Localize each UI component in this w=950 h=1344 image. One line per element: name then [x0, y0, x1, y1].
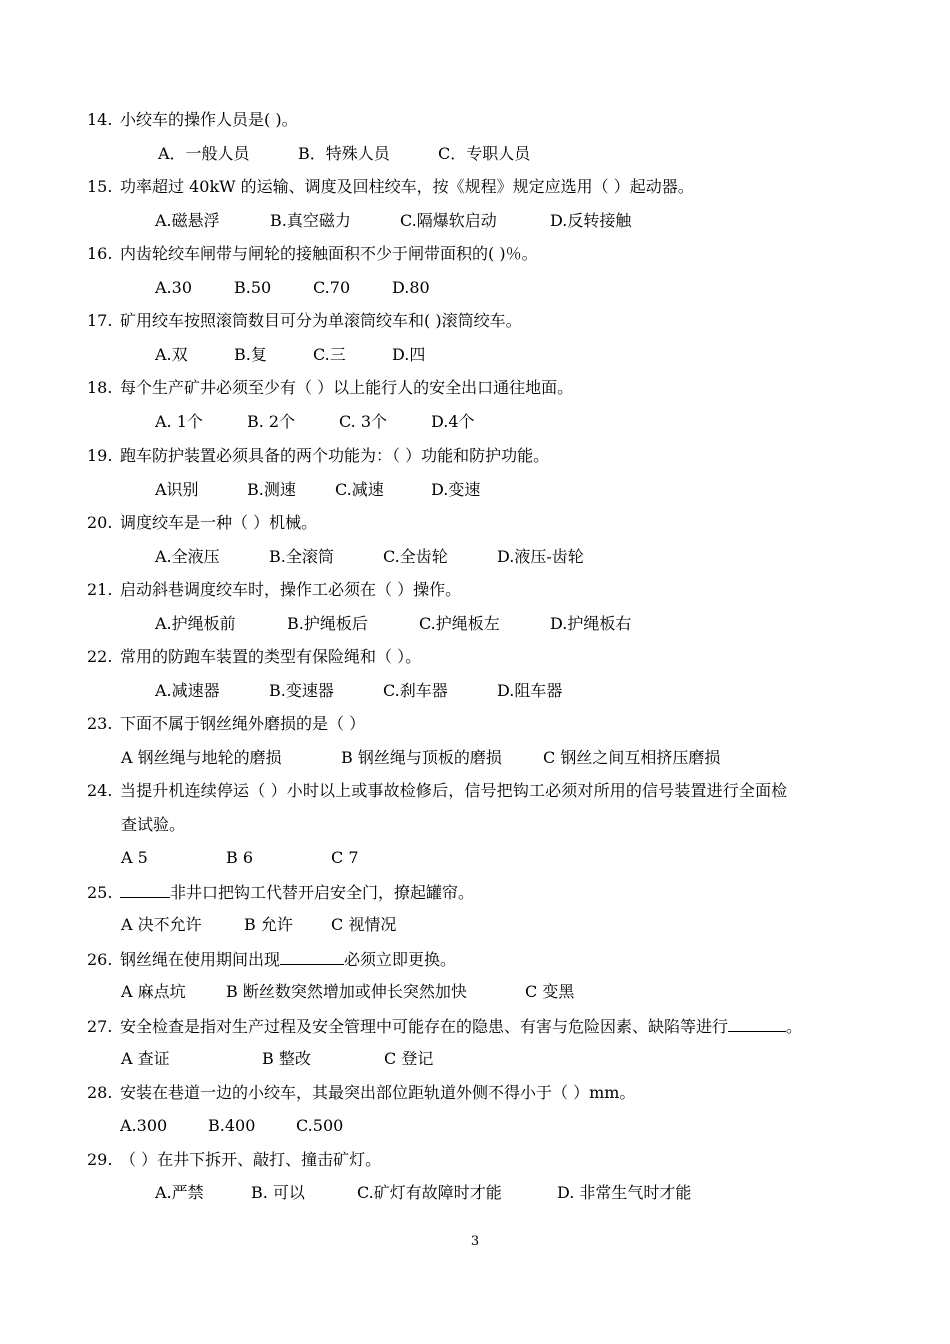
- option-a: A识别: [155, 480, 199, 499]
- question-16: [87, 243, 538, 265]
- option-a: A 5: [121, 848, 148, 867]
- question-text: 跑车防护装置必须具备的两个功能为：（ ）功能和防护功能。: [120, 446, 550, 465]
- question-24: [87, 780, 787, 802]
- question-text: 当提升机连续停运（ ）小时以上或事故检修后，信号把钩工必须对所用的信号装置进行全面检: [120, 781, 788, 800]
- question-15: [87, 176, 694, 198]
- question-number: 25.: [87, 883, 113, 902]
- question-text: 功率超过 40kW 的运输、调度及回柱绞车，按《规程》规定应选用（ ）起动器。: [120, 177, 694, 196]
- option-c: C 7: [331, 848, 359, 867]
- option-c: C.三: [313, 345, 346, 364]
- question-14: [87, 109, 298, 131]
- option-c: C 变黑: [525, 982, 575, 1001]
- question-text: 内齿轮绞车闸带与闸轮的接触面积不少于闸带面积的( )％。: [120, 244, 538, 263]
- question-number: 23.: [87, 714, 113, 733]
- question-text: 小绞车的操作人员是( )。: [120, 110, 298, 129]
- answer-blank[interactable]: [728, 1015, 786, 1032]
- question-text-before: 钢丝绳在使用期间出现: [120, 950, 281, 969]
- question-text-after: 必须立即更换。: [344, 950, 457, 969]
- question-number: 26.: [87, 950, 113, 969]
- question-number: 29.: [87, 1150, 113, 1169]
- question-text-after: 。: [786, 1017, 803, 1036]
- option-d: D.阻车器: [497, 681, 563, 700]
- option-b: B．特殊人员: [298, 144, 390, 163]
- option-d: D.80: [392, 278, 430, 297]
- option-b: B.50: [234, 278, 272, 297]
- question-24-continued: 查试验。: [121, 815, 186, 834]
- option-a: A.双: [155, 345, 188, 364]
- question-text: 调度绞车是一种（ ）机械。: [120, 513, 318, 532]
- question-27: [87, 1015, 802, 1038]
- question-number: 28.: [87, 1083, 113, 1102]
- option-d: D.护绳板右: [550, 614, 632, 633]
- page-number: 3: [470, 1234, 480, 1249]
- option-b: B. 可以: [251, 1183, 305, 1202]
- answer-blank[interactable]: [280, 948, 344, 965]
- option-b: B 6: [226, 848, 254, 867]
- option-c: C.隔爆软启动: [400, 211, 497, 230]
- option-a: A．一般人员: [158, 144, 250, 163]
- option-a: A 麻点坑: [121, 982, 186, 1001]
- option-d: D.四: [392, 345, 426, 364]
- option-b: B 钢丝绳与顶板的磨损: [341, 748, 502, 767]
- option-c: C 登记: [384, 1049, 434, 1068]
- option-c: C.减速: [335, 480, 384, 499]
- question-text: 非井口把钩工代替开启安全门，撩起罐帘。: [170, 883, 475, 902]
- question-number: 16.: [87, 244, 113, 263]
- question-18: [87, 377, 573, 399]
- option-b: B.真空磁力: [270, 211, 351, 230]
- option-a: A.全液压: [155, 547, 220, 566]
- question-25: [87, 881, 474, 904]
- question-text: 安装在巷道一边的小绞车，其最突出部位距轨道外侧不得小于（ ）mm。: [120, 1083, 636, 1102]
- option-c: C 视情况: [331, 915, 397, 934]
- option-d: D.液压-齿轮: [497, 547, 584, 566]
- option-d: D.4个: [431, 412, 475, 431]
- option-b: B.400: [208, 1116, 256, 1135]
- question-number: 27.: [87, 1017, 113, 1036]
- question-28: [87, 1082, 635, 1104]
- option-c: C.刹车器: [383, 681, 448, 700]
- question-26: [87, 948, 456, 971]
- option-b: B 整改: [262, 1049, 311, 1068]
- question-21: [87, 579, 461, 601]
- option-b: B.复: [234, 345, 267, 364]
- question-22: [87, 646, 421, 668]
- option-a: A 查证: [121, 1049, 170, 1068]
- question-text: 每个生产矿井必须至少有（ ）以上能行人的安全出口通往地面。: [120, 378, 574, 397]
- option-b: B. 2个: [247, 412, 296, 431]
- question-number: 19.: [87, 446, 113, 465]
- question-text: （ ）在井下拆开、敲打、撞击矿灯。: [120, 1150, 382, 1169]
- option-b: B.测速: [247, 480, 296, 499]
- question-number: 22.: [87, 647, 113, 666]
- option-a: A.磁悬浮: [155, 211, 220, 230]
- question-number: 18.: [87, 378, 113, 397]
- question-number: 14.: [87, 110, 113, 129]
- option-a: A.减速器: [155, 681, 220, 700]
- option-c: C.500: [296, 1116, 344, 1135]
- question-20: [87, 512, 317, 534]
- option-a: A 钢丝绳与地轮的磨损: [121, 748, 282, 767]
- question-19: [87, 445, 549, 467]
- option-b: B.护绳板后: [287, 614, 368, 633]
- option-a: A 决不允许: [121, 915, 202, 934]
- option-d: D. 非常生气时才能: [557, 1183, 692, 1202]
- option-b: B.全滚筒: [269, 547, 334, 566]
- option-c: C．专职人员: [438, 144, 531, 163]
- option-d: D.反转接触: [550, 211, 632, 230]
- answer-blank[interactable]: [120, 881, 170, 898]
- option-c: C.护绳板左: [419, 614, 500, 633]
- question-23: [87, 713, 365, 735]
- option-c: C.全齿轮: [383, 547, 448, 566]
- question-17: [87, 310, 522, 332]
- question-text: 常用的防跑车装置的类型有保险绳和（ ）。: [120, 647, 422, 666]
- question-text: 矿用绞车按照滚筒数目可分为单滚筒绞车和( )滚筒绞车。: [120, 311, 522, 330]
- question-number: 17.: [87, 311, 113, 330]
- option-c: C 钢丝之间互相挤压磨损: [543, 748, 721, 767]
- question-text: 下面不属于钢丝绳外磨损的是（ ）: [120, 714, 366, 733]
- option-b: B 断丝数突然增加或伸长突然加快: [226, 982, 467, 1001]
- option-a: A.30: [155, 278, 192, 297]
- option-b: B.变速器: [269, 681, 334, 700]
- option-a: A.护绳板前: [155, 614, 236, 633]
- option-c: C. 3个: [339, 412, 388, 431]
- question-text: 启动斜巷调度绞车时，操作工必须在（ ）操作。: [120, 580, 462, 599]
- option-d: D.变速: [431, 480, 481, 499]
- question-text-before: 安全检查是指对生产过程及安全管理中可能存在的隐患、有害与危险因素、缺陷等进行: [120, 1017, 729, 1036]
- option-a: A. 1个: [155, 412, 203, 431]
- question-29: [87, 1149, 381, 1171]
- question-number: 20.: [87, 513, 113, 532]
- question-number: 15.: [87, 177, 113, 196]
- option-b: B 允许: [244, 915, 293, 934]
- question-number: 24.: [87, 781, 113, 800]
- option-c: C.70: [313, 278, 351, 297]
- option-c: C.矿灯有故障时才能: [357, 1183, 502, 1202]
- question-number: 21.: [87, 580, 113, 599]
- option-a: A.300: [120, 1116, 168, 1135]
- option-a: A.严禁: [155, 1183, 204, 1202]
